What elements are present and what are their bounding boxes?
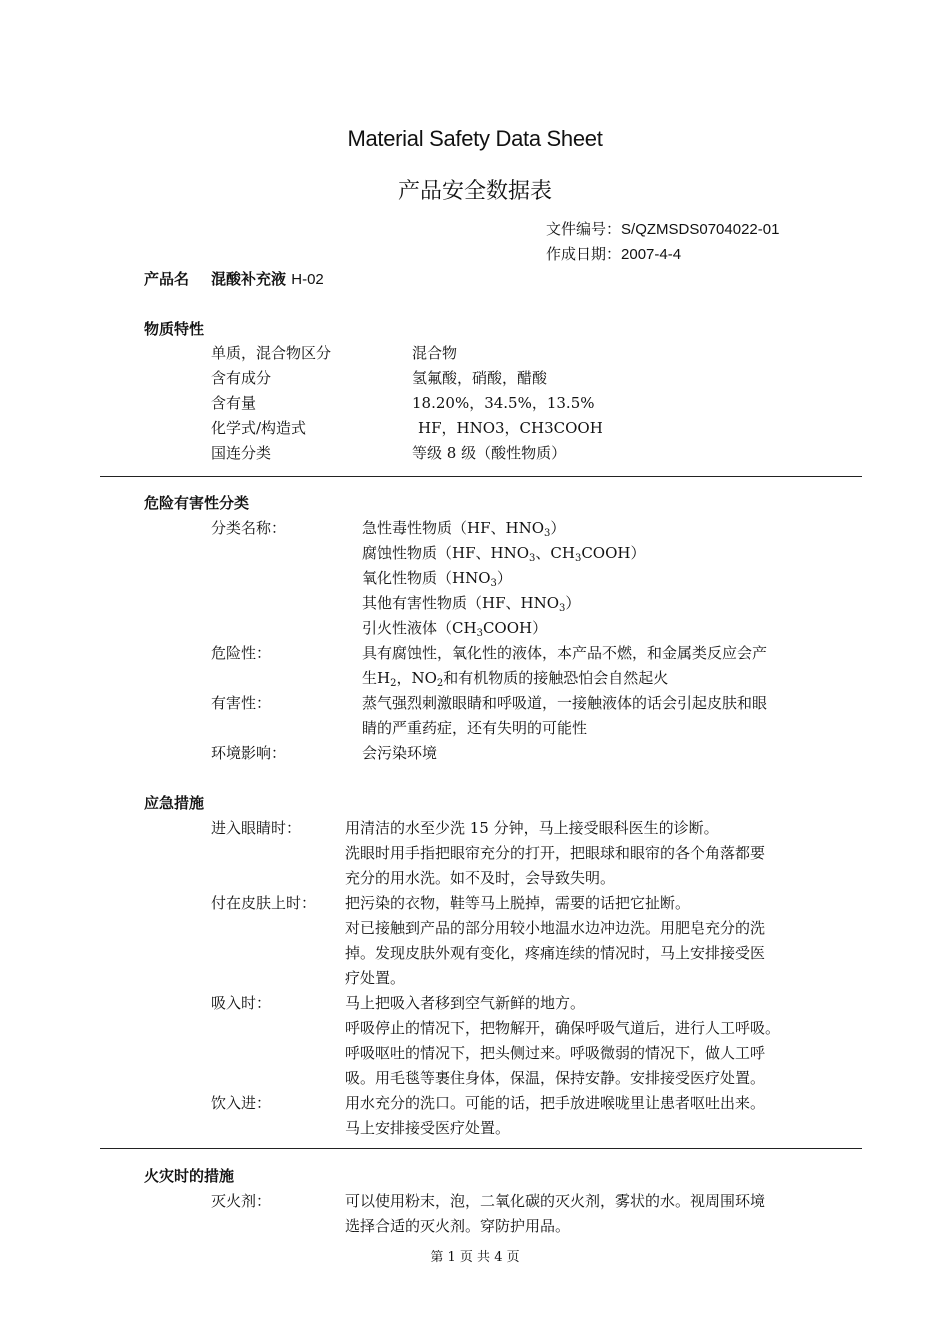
danger-text-part: ，NO xyxy=(396,669,437,687)
subscript: 3 xyxy=(544,528,551,539)
page-footer: 第 1 页 共 4 页 xyxy=(430,1250,520,1265)
emergency-text: 对已接触到产品的部分用较小地温水边冲边洗。用肥皂充分的洗 xyxy=(345,919,766,937)
document-title-en: Material Safety Data Sheet xyxy=(347,126,603,151)
emergency-text: 用水充分的洗口。可能的话，把手放进喉咙里让患者呕吐出来。 xyxy=(345,1094,766,1112)
emergency-text: 马上安排接受医疗处置。 xyxy=(345,1119,511,1137)
hazard-class-text: COOH） xyxy=(482,619,548,637)
hazard-class-text: 急性毒性物质（HF、HNO xyxy=(362,519,544,537)
hazard-class-item xyxy=(362,517,565,538)
property-value: 18.20%，34.5%，13.5% xyxy=(412,394,595,412)
hazard-class-item xyxy=(362,567,512,588)
product-name xyxy=(211,268,324,289)
hazard-class-text: 其他有害性物质（HF、HNO xyxy=(362,594,559,612)
subscript: 2 xyxy=(390,678,397,689)
emergency-text: 掉。发现皮肤外观有变化，疼痛连续的情况时，马上安排接受医 xyxy=(345,944,766,962)
file-number-value: S/QZMSDS0704022-01 xyxy=(621,221,780,238)
document-title-cn: 产品安全数据表 xyxy=(397,179,552,204)
subscript: 3 xyxy=(529,553,536,564)
property-value: 氢氟酸，硝酸，醋酸 xyxy=(412,369,548,387)
creation-date xyxy=(546,243,681,264)
property-label: 国连分类 xyxy=(211,444,272,462)
emergency-text: 用清洁的水至少洗 15 分钟，马上接受眼科医生的诊断。 xyxy=(345,819,719,837)
subscript: 3 xyxy=(490,578,497,589)
danger-text-part: 和有机物质的接触恐怕会自然起火 xyxy=(443,669,669,687)
emergency-label: 付在皮肤上时： xyxy=(211,894,317,912)
section-heading-fire: 火灾时的措施 xyxy=(144,1167,235,1185)
emergency-label: 吸入时： xyxy=(211,994,272,1012)
harm-text: 睛的严重药症，还有失明的可能性 xyxy=(362,719,588,737)
environment-text: 会污染环境 xyxy=(362,744,438,762)
emergency-text: 充分的用水洗。如不及时，会导致失明。 xyxy=(345,869,616,887)
extinguisher-text: 可以使用粉末，泡，二氧化碳的灭火剂，雾状的水。视周围环境 xyxy=(345,1192,766,1210)
property-label: 含有成分 xyxy=(211,369,272,387)
property-value: 等级 8 级（酸性物质） xyxy=(412,444,567,462)
danger-text xyxy=(362,667,668,688)
hazard-class-item xyxy=(362,592,580,613)
creation-date-value: 2007-4-4 xyxy=(621,246,682,263)
danger-text: 具有腐蚀性，氧化性的液体，本产品不燃，和金属类反应会产 xyxy=(362,644,768,662)
product-name-code: H-02 xyxy=(291,271,324,288)
emergency-text: 马上把吸入者移到空气新鲜的地方。 xyxy=(345,994,586,1012)
harm-label: 有害性： xyxy=(211,694,272,712)
emergency-label: 饮入进： xyxy=(211,1094,272,1112)
creation-date-label: 作成日期： xyxy=(546,245,622,263)
hazard-class-text: 腐蚀性物质（HF、HNO xyxy=(362,544,529,562)
file-number xyxy=(546,218,779,239)
emergency-text: 疗处置。 xyxy=(345,969,406,987)
hazard-class-text: COOH） xyxy=(581,544,646,562)
emergency-text: 呼吸呕吐的情况下，把头侧过来。呼吸微弱的情况下，做人工呼 xyxy=(345,1044,766,1062)
property-label: 单质，混合物区分 xyxy=(211,344,332,362)
section-divider xyxy=(100,1148,862,1149)
emergency-text: 呼吸停止的情况下，把物解开，确保呼吸气道后，进行人工呼吸。 xyxy=(345,1019,781,1037)
hazard-class-text: 引火性液体（CH xyxy=(362,619,477,637)
extinguisher-label: 灭火剂： xyxy=(211,1192,272,1210)
section-heading-properties: 物质特性 xyxy=(144,320,205,338)
hazard-class-label: 分类名称： xyxy=(211,519,287,537)
emergency-text: 把污染的衣物，鞋等马上脱掉，需要的话把它扯断。 xyxy=(345,894,691,912)
hazard-class-text: ） xyxy=(550,519,566,537)
subscript: 3 xyxy=(559,603,566,614)
hazard-class-text: 、CH xyxy=(535,544,575,562)
hazard-class-text: ） xyxy=(496,569,512,587)
property-value: 混合物 xyxy=(412,344,458,362)
section-heading-emergency: 应急措施 xyxy=(144,794,205,812)
extinguisher-text: 选择合适的灭火剂。穿防护用品。 xyxy=(345,1217,571,1235)
section-divider xyxy=(100,476,862,477)
hazard-class-text: ） xyxy=(565,594,581,612)
section-heading-hazards: 危险有害性分类 xyxy=(144,494,250,512)
hazard-class-text: 氧化性物质（HNO xyxy=(362,569,491,587)
danger-text-part: 生H xyxy=(362,669,391,687)
product-label: 产品名 xyxy=(144,270,190,288)
subscript: 3 xyxy=(476,628,483,639)
subscript: 3 xyxy=(574,553,582,564)
emergency-text: 吸。用毛毯等裹住身体，保温，保持安静。安排接受医疗处置。 xyxy=(345,1069,766,1087)
emergency-text: 洗眼时用手指把眼帘充分的打开，把眼球和眼帘的各个角落都要 xyxy=(345,844,766,862)
danger-label: 危险性： xyxy=(211,644,272,662)
hazard-class-item xyxy=(362,617,547,638)
product-name-cn: 混酸补充液 xyxy=(211,270,287,288)
property-value: HF，HNO3，CH3COOH xyxy=(418,419,603,437)
subscript: 2 xyxy=(436,678,444,689)
property-label: 化学式/构造式 xyxy=(211,419,307,437)
hazard-class-item xyxy=(362,542,645,563)
emergency-label: 进入眼睛时： xyxy=(211,819,302,837)
property-label: 含有量 xyxy=(211,394,257,412)
environment-label: 环境影响： xyxy=(211,744,287,762)
harm-text: 蒸气强烈刺激眼睛和呼吸道，一接触液体的话会引起皮肤和眼 xyxy=(362,694,768,712)
file-number-label: 文件编号： xyxy=(546,220,622,238)
